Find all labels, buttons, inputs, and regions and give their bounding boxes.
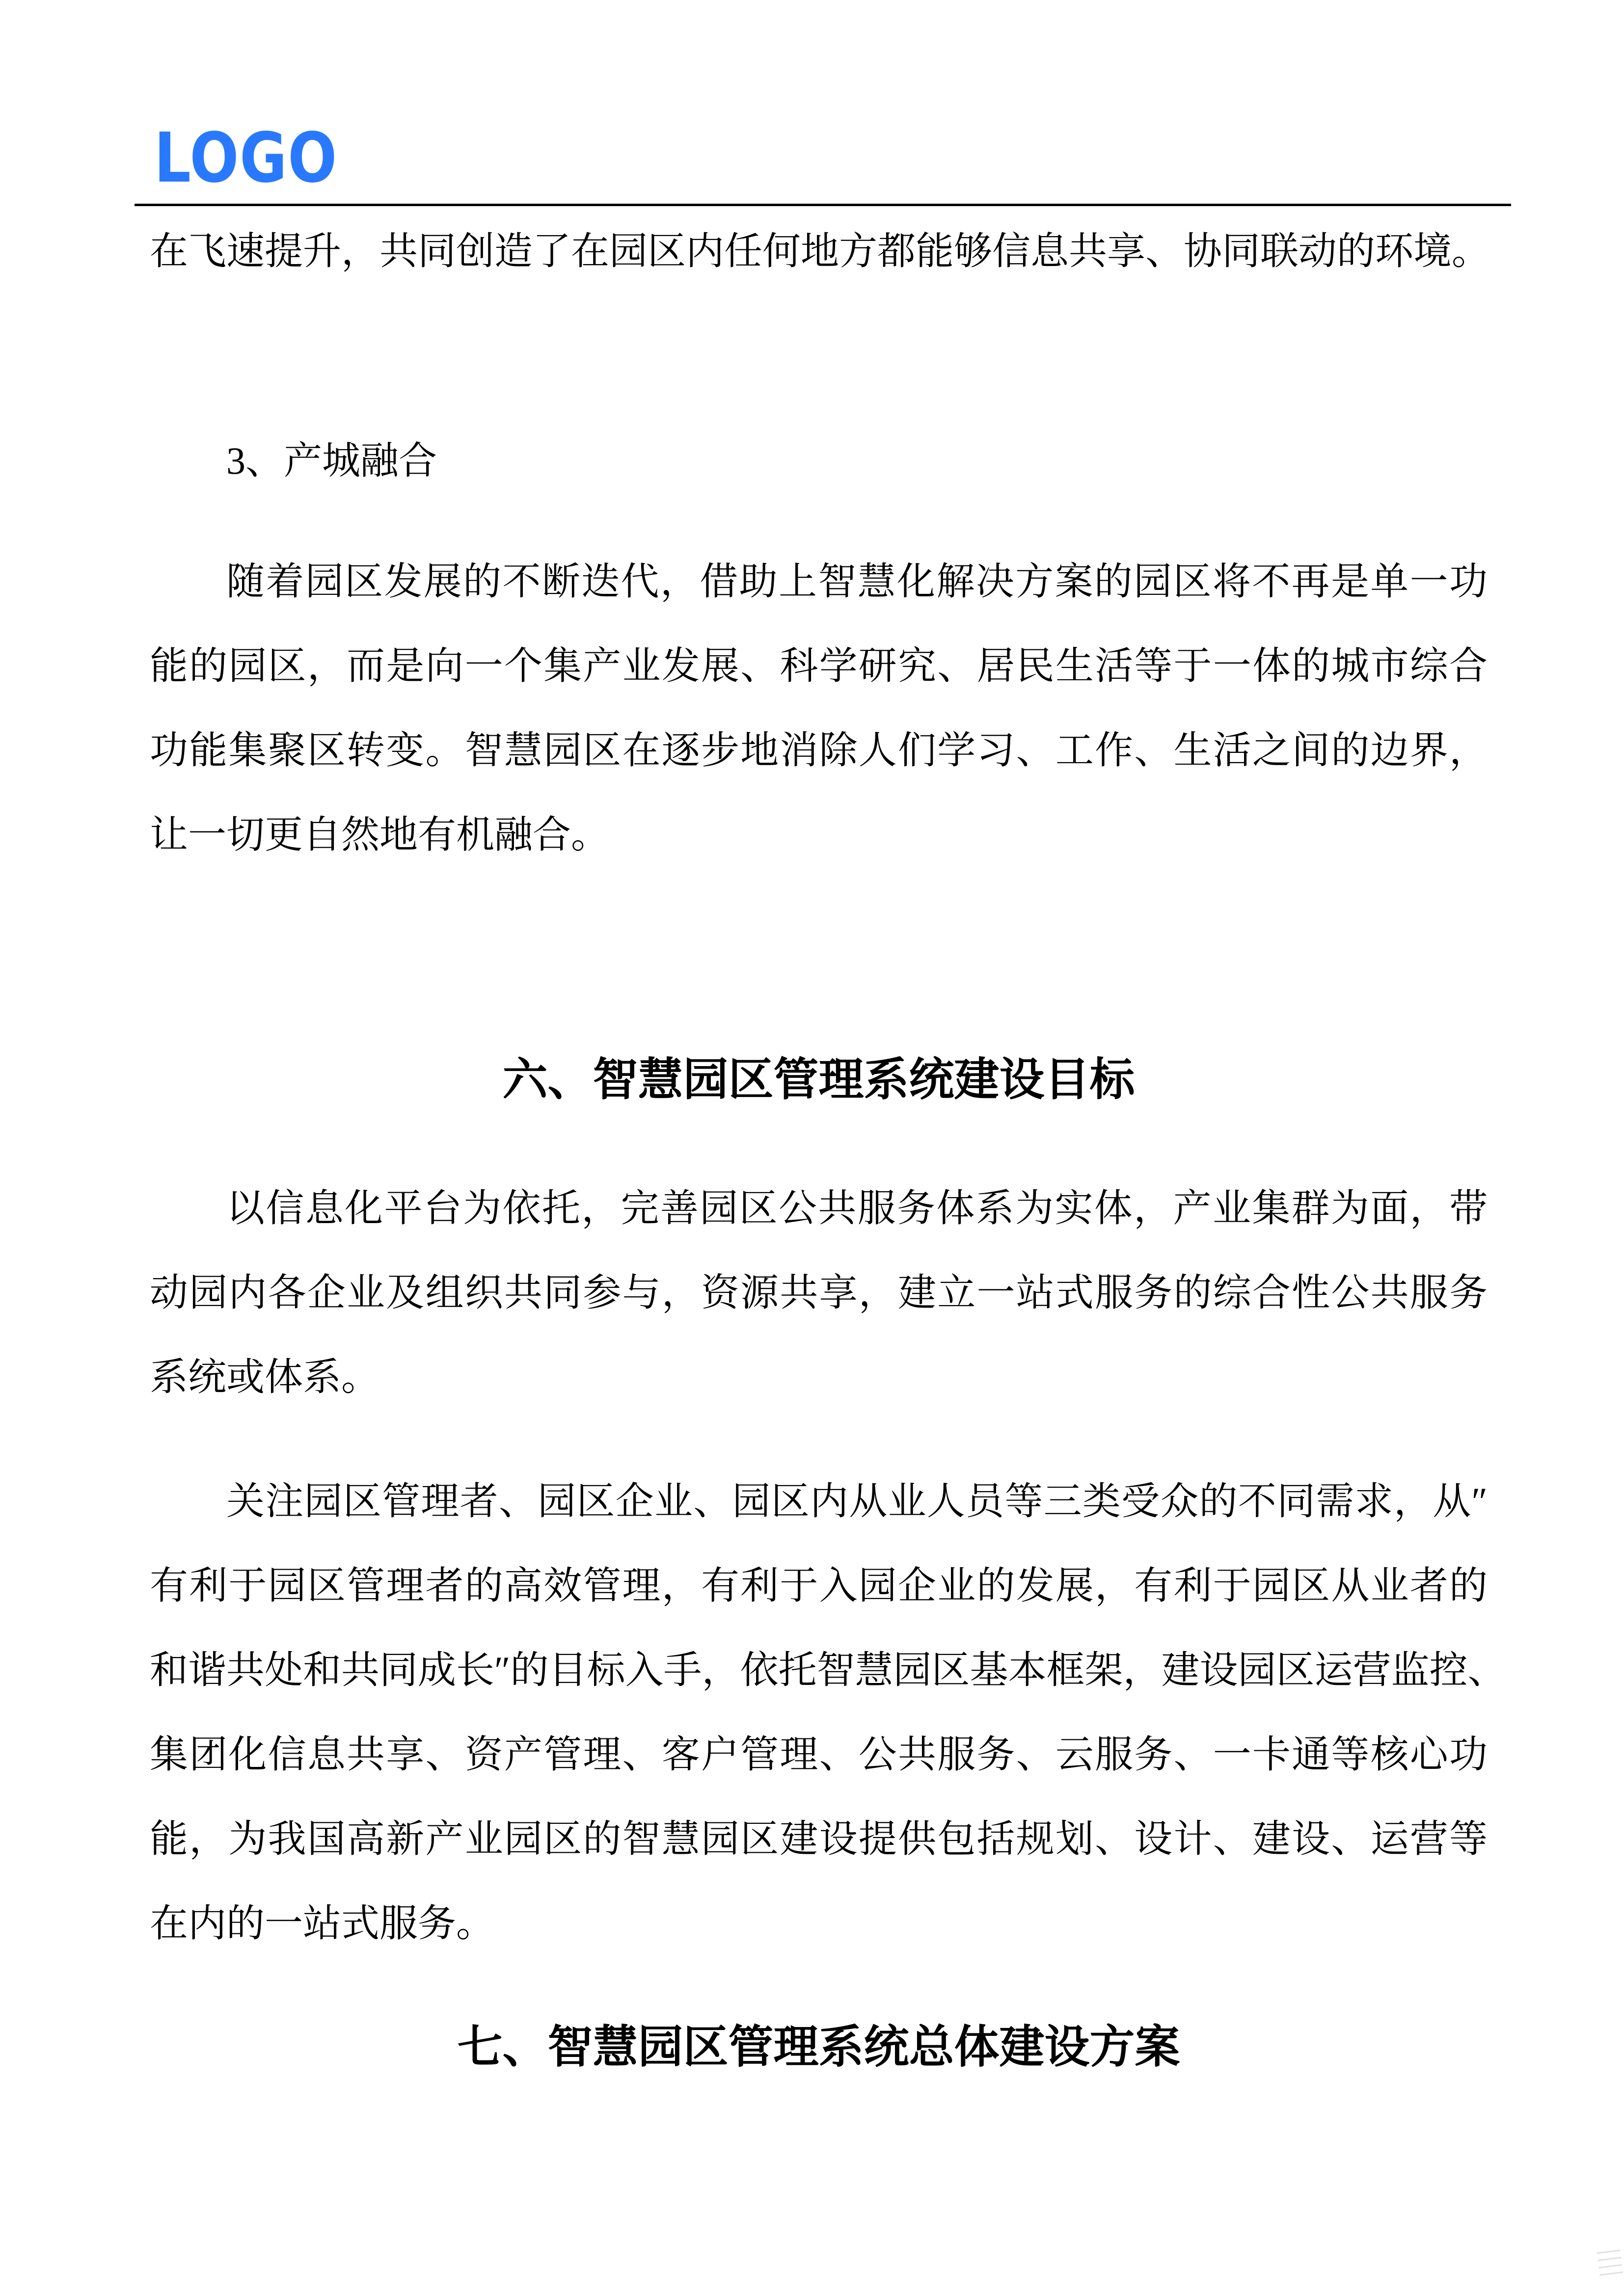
section-heading-six: 六、智慧园区管理系统建设目标 — [502, 1055, 1135, 1105]
page-header — [135, 0, 1511, 206]
paragraph-line: 集团化信息共享、资产管理、客户管理、公共服务、云服务、一卡通等核心功 — [150, 1733, 1488, 1776]
document-body — [150, 209, 1506, 2096]
paragraph-line: 关注园区管理者、园区企业、园区内从业人员等三类受众的不同需求，从″ — [226, 1480, 1488, 1522]
paragraph-line: 随着园区发展的不断迭代，借助上智慧化解决方案的园区将不再是单一功 — [226, 560, 1488, 603]
paragraph — [150, 1459, 1506, 1966]
paragraph-line: 让一切更自然地有机融合。 — [150, 813, 610, 856]
paragraph-line: 在飞速提升，共同创造了在园区内任何地方都能够信息共享、协同联动的环境。 — [150, 230, 1490, 272]
paragraph-line: 动园内各企业及组织共同参与，资源共享，建立一站式服务的综合性公共服务 — [150, 1271, 1488, 1314]
company-logo: LOGO — [154, 118, 338, 198]
paragraph — [150, 1166, 1488, 1419]
subsection-heading: 3、产城融合 — [226, 439, 437, 482]
paragraph-line: 系统或体系。 — [150, 1356, 380, 1398]
paragraph-line: 有利于园区管理者的高效管理，有利于入园企业的发展，有利于园区从业者的 — [150, 1564, 1488, 1607]
paragraph-line: 以信息化平台为依托，完善园区公共服务体系为实体，产业集群为面，带 — [226, 1187, 1488, 1229]
paragraph-continuation — [150, 209, 1488, 294]
paragraph-line: 能，为我国高新产业园区的智慧园区建设提供包括规划、设计、建设、运营等 — [150, 1817, 1488, 1860]
paragraph-line: 和谐共处和共同成长″的目标入手，依托智慧园区基本框架，建设园区运营监控、 — [150, 1649, 1506, 1691]
section-heading-seven: 七、智慧园区管理系统总体建设方案 — [457, 2022, 1180, 2072]
paragraph-line: 能的园区，而是向一个集产业发展、科学研究、居民生活等于一体的城市综合 — [150, 644, 1488, 687]
paragraph-line: 功能集聚区转变。智慧园区在逐步地消除人们学习、工作、生活之间的边界， — [150, 729, 1488, 772]
scan-artifact-smudge — [1597, 2249, 1624, 2280]
paragraph — [150, 539, 1488, 877]
paragraph-line: 在内的一站式服务。 — [150, 1902, 495, 1945]
